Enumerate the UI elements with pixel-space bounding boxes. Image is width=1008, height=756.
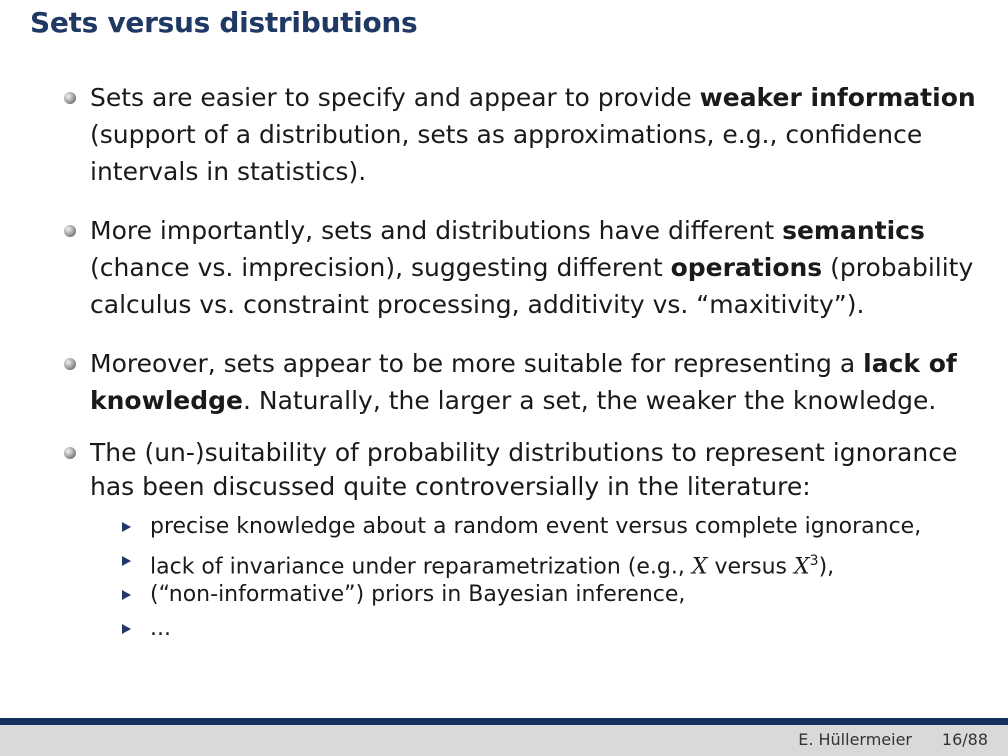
bullet-ball-icon xyxy=(64,225,76,237)
sub-bullet-text: lack of invariance under reparametrization (e.g., xyxy=(150,554,692,580)
sub-bullet-text: precise knowledge about a random event versus complete ignorance, xyxy=(150,514,922,539)
sub-bullet-item xyxy=(150,578,980,612)
bullet-item xyxy=(90,436,980,504)
bullet-text: The (un-)suitability of probability distributions to represent ignorance has been discussed quite controversially in the literature: xyxy=(90,438,958,501)
page-number: 16/88 xyxy=(941,730,988,749)
bullet-text: (support of a distribution, sets as approximations, e.g., confidence intervals in statistics). xyxy=(90,120,923,186)
sub-bullet-text: ... xyxy=(150,616,171,641)
bullet-text: (chance vs. imprecision), suggesting different xyxy=(90,253,671,282)
sub-bullet-item xyxy=(150,544,980,578)
bullet-ball-icon xyxy=(64,358,76,370)
sub-bullet-text: versus xyxy=(707,554,794,580)
sub-bullet-text: ), xyxy=(818,554,835,580)
sub-bullet-list xyxy=(150,510,980,646)
bullet-text: Sets are easier to specify and appear to provide xyxy=(90,83,700,112)
bullet-bold-text: weaker information xyxy=(699,83,976,112)
bullet-text: (probability calculus vs. constraint processing, additivity vs. “maxitivity”). xyxy=(90,253,974,319)
math-variable: X xyxy=(691,554,708,580)
bullet-text: Moreover, sets appear to be more suitable for representing a xyxy=(90,349,864,378)
sub-bullet-text: (“non-informative”) priors in Bayesian inference, xyxy=(150,582,686,607)
triangle-bullet-icon xyxy=(122,590,131,600)
bullet-bold-text: semantics xyxy=(782,216,925,245)
bullet-bold-text: operations xyxy=(670,253,823,282)
bullet-ball-icon xyxy=(64,447,76,459)
footer-author: E. Hüllermeier xyxy=(798,730,912,749)
triangle-bullet-icon xyxy=(122,522,131,532)
bullet-bold-text: lack of knowledge xyxy=(90,349,957,415)
sub-bullet-item xyxy=(150,612,980,646)
bullet-item xyxy=(90,345,980,419)
bullet-text: More importantly, sets and distributions have different xyxy=(90,216,783,245)
footer xyxy=(0,725,1008,756)
footer-divider xyxy=(0,718,1008,725)
bullet-ball-icon xyxy=(64,92,76,104)
sub-bullet-item xyxy=(150,510,980,544)
bullet-item xyxy=(90,212,980,323)
triangle-bullet-icon xyxy=(122,624,131,634)
bullet-item xyxy=(90,79,980,190)
bullet-text: . Naturally, the larger a set, the weaker the knowledge. xyxy=(242,386,937,415)
triangle-bullet-icon xyxy=(122,556,131,566)
math-exponent: 3 xyxy=(809,553,819,569)
math-variable: X xyxy=(793,554,810,580)
slide-title: Sets versus distributions xyxy=(30,6,418,39)
